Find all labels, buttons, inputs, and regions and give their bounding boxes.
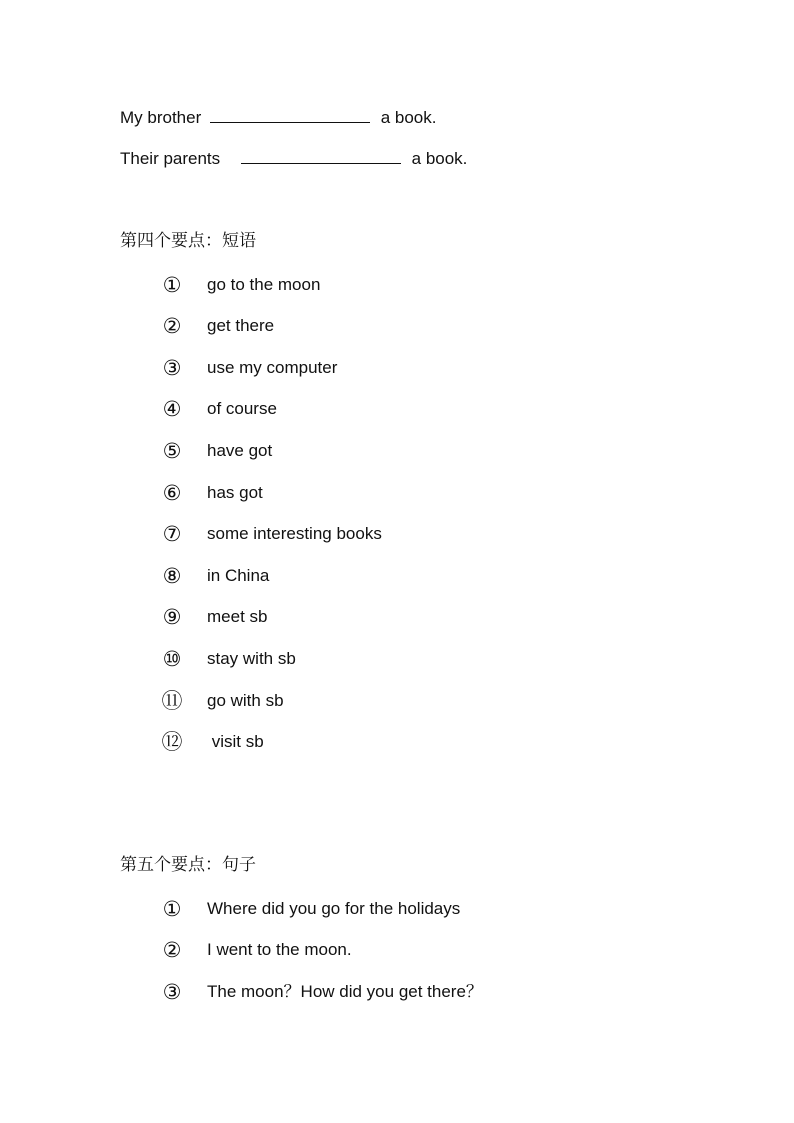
answer-blank[interactable] (210, 106, 370, 123)
item-number: ③ (162, 980, 182, 1004)
phrase-item (160, 605, 268, 629)
phrase-item (160, 314, 275, 338)
phrase-item (160, 730, 264, 754)
item-number: ① (162, 897, 182, 921)
item-number: ⑨ (162, 605, 182, 629)
item-number: ③ (162, 356, 182, 380)
sentence-text: Where did you go for the holidays (207, 899, 461, 918)
phrase-text: visit sb (207, 732, 264, 751)
phrase-item (160, 397, 277, 421)
phrase-text: in China (207, 566, 270, 585)
item-number: ⑫ (161, 730, 183, 754)
phrase-text: go to the moon (207, 275, 321, 294)
item-number: ① (162, 273, 182, 297)
phrase-text: has got (207, 483, 263, 502)
sentence-text: I went to the moon. (207, 940, 352, 959)
phrase-text: get there (207, 316, 275, 335)
fill-in-subject: Their parents (120, 149, 221, 168)
sentence-item (160, 938, 352, 962)
phrase-item (160, 564, 270, 588)
sentence-text: The moon？How did you get there？ (207, 982, 483, 1001)
fill-in-line-1 (120, 106, 436, 129)
item-number: ⑤ (162, 439, 182, 463)
sentence-item (160, 980, 483, 1004)
phrase-text: of course (207, 399, 277, 418)
fill-in-line-2 (120, 147, 467, 170)
phrase-item (160, 356, 338, 380)
phrase-item (160, 273, 321, 297)
phrase-item (160, 689, 284, 713)
fill-in-rest: a book. (411, 149, 468, 168)
item-number: ⑥ (162, 481, 182, 505)
item-number: ⑧ (162, 564, 182, 588)
phrase-item (160, 647, 296, 671)
section-4-heading: 第四个要点：短语 (120, 231, 256, 251)
phrase-text: stay with sb (207, 649, 296, 668)
phrase-item (160, 522, 382, 546)
item-number: ⑪ (161, 689, 183, 713)
phrase-item (160, 481, 263, 505)
item-number: ② (162, 314, 182, 338)
item-number: ⑩ (162, 647, 182, 671)
phrase-text: use my computer (207, 358, 338, 377)
item-number: ⑦ (162, 522, 182, 546)
phrase-text: meet sb (207, 607, 268, 626)
item-number: ② (162, 938, 182, 962)
sentence-item (160, 897, 461, 921)
fill-in-subject: My brother (120, 108, 202, 127)
section-5-heading: 第五个要点：句子 (120, 855, 256, 875)
answer-blank[interactable] (241, 147, 401, 164)
phrase-item (160, 439, 273, 463)
phrase-text: go with sb (207, 691, 284, 710)
item-number: ④ (162, 397, 182, 421)
fill-in-rest: a book. (380, 108, 437, 127)
phrase-text: some interesting books (207, 524, 382, 543)
phrase-text: have got (207, 441, 273, 460)
